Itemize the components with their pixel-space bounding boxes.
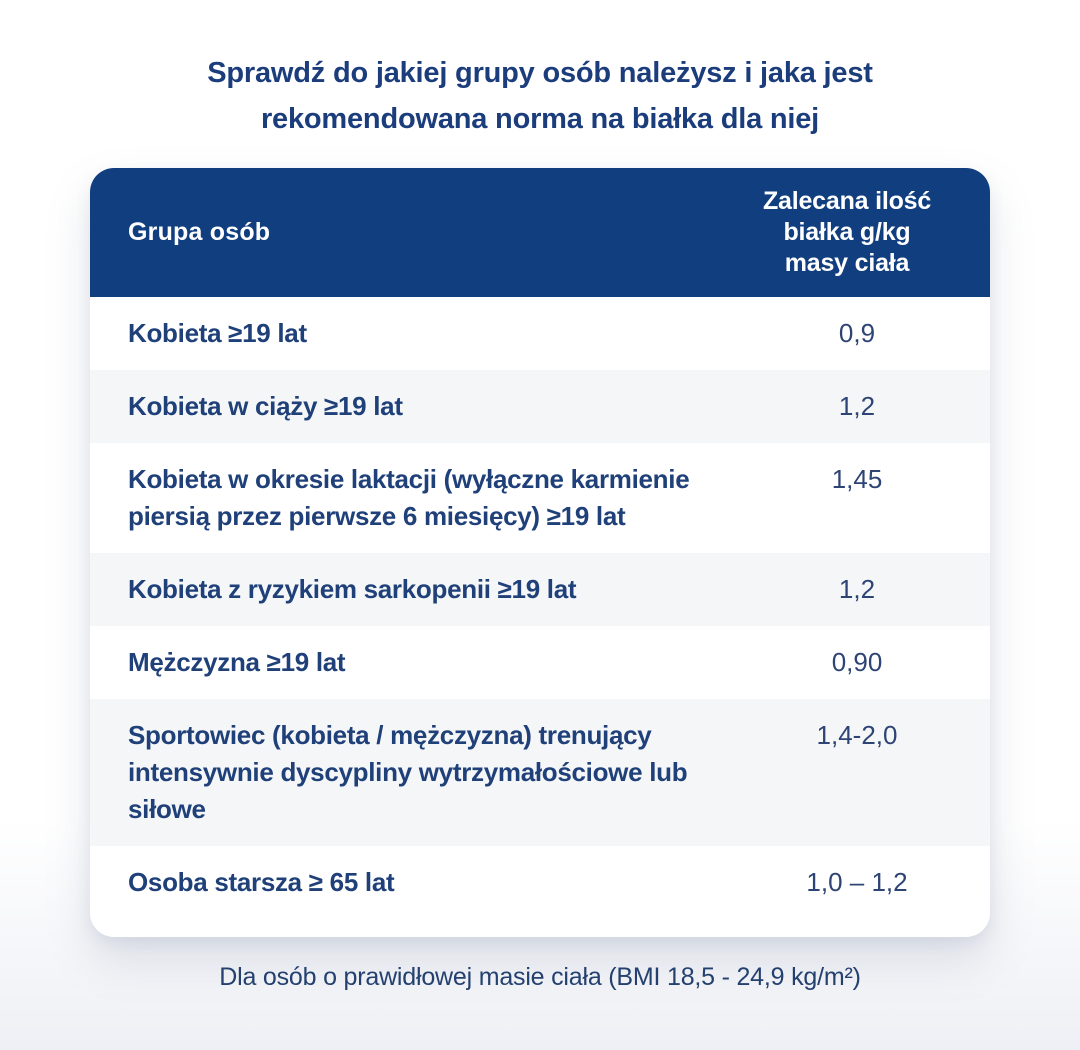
table-row [90,626,990,699]
table-row [90,370,990,443]
table-row [90,297,990,370]
group-cell: Kobieta w okresie laktacji (wyłączne karmienie piersią przez pierwsze 6 miesięcy) ≥19 lat [128,464,690,531]
group-cell: Mężczyzna ≥19 lat [128,647,346,677]
column-header-value [742,186,952,279]
value-cell: 0,90 [831,647,883,677]
table-row [90,443,990,553]
protein-table-card [90,168,990,937]
table-row [90,699,990,846]
column-header-value-line1: Zalecana ilość [762,187,932,215]
bmi-footnote: Dla osób o prawidłowej masie ciała (BMI 18,5 - 24,9 kg/m²) [219,963,861,991]
value-cell: 1,45 [831,464,883,494]
value-cell: 1,2 [838,391,876,421]
page-title [0,50,1080,142]
table-row [90,846,990,937]
table-body [90,297,990,937]
table-row [90,553,990,626]
column-header-value-line3: masy ciała [784,249,910,277]
group-cell: Osoba starsza ≥ 65 lat [128,867,395,897]
column-header-value-line2: białka g/kg [783,218,911,246]
value-cell: 1,0 – 1,2 [806,867,908,897]
group-cell: Kobieta z ryzykiem sarkopenii ≥19 lat [128,574,577,604]
group-cell: Kobieta w ciąży ≥19 lat [128,391,403,421]
page-title-line2: rekomendowana norma na białka dla niej [260,103,820,135]
table-header-row [90,168,990,297]
value-cell: 1,4-2,0 [816,720,898,750]
value-cell: 1,2 [838,574,876,604]
group-cell: Kobieta ≥19 lat [128,318,307,348]
column-header-group: Grupa osób [128,218,271,246]
value-cell: 0,9 [838,318,876,348]
group-cell: Sportowiec (kobieta / mężczyzna) trenujący intensywnie dyscypliny wytrzymałościowe lub siłowe [128,720,688,824]
page-title-line1: Sprawdź do jakiej grupy osób należysz i jaka jest [207,57,873,89]
